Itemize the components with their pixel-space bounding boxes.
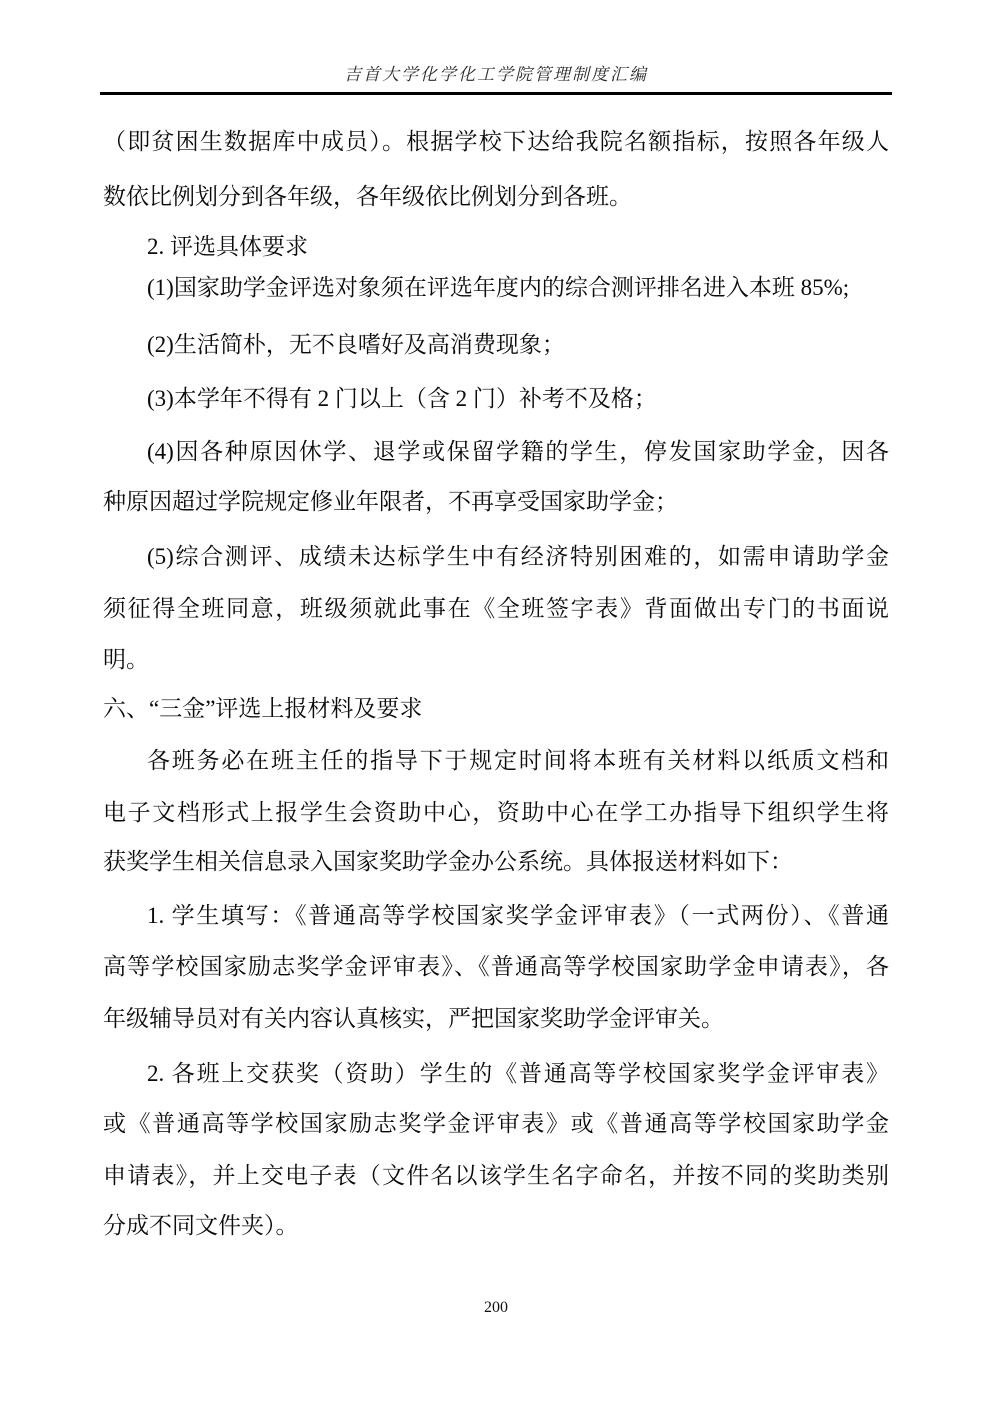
- body-line: (4)因各种原因休学、退学或保留学籍的学生，停发国家助学金，因各: [147, 439, 889, 464]
- page-header: [0, 62, 992, 88]
- body-line: 明。: [103, 647, 149, 672]
- body-line: 种原因超过学院规定修业年限者，不再享受国家助学金；: [103, 489, 678, 514]
- body-line: (1)国家助学金评选对象须在评选年度内的综合测评排名进入本班 85%;: [147, 275, 850, 300]
- header-rule: [100, 92, 892, 95]
- body-line: （即贫困生数据库中成员）。根据学校下达给我院名额指标，按照各年级人: [103, 129, 889, 154]
- body-line: 申请表》，并上交电子表（文件名以该学生名字命名，并按不同的奖助类别: [103, 1163, 889, 1188]
- section-heading-6: 六、“三金”评选上报材料及要求: [103, 696, 423, 721]
- body-line: 1. 学生填写：《普通高等学校国家奖学金评审表》（一式两份）、《普通: [147, 903, 889, 928]
- header-title: 吉首大学化学化工学院管理制度汇编: [344, 65, 648, 84]
- body-line: 各班务必在班主任的指导下于规定时间将本班有关材料以纸质文档和: [147, 748, 889, 773]
- body-line: 高等学校国家励志奖学金评审表》、《普通高等学校国家助学金申请表》，各: [103, 954, 889, 979]
- page-number: 200: [484, 1299, 508, 1316]
- body-line: 数依比例划分到各年级，各年级依比例划分到各班。: [103, 184, 632, 209]
- body-line: 或《普通高等学校国家励志奖学金评审表》或《普通高等学校国家助学金: [103, 1111, 889, 1136]
- body-line: 分成不同文件夹）。: [103, 1213, 299, 1238]
- page-footer: [0, 1296, 992, 1320]
- list-heading-2: 2. 评选具体要求: [147, 234, 308, 259]
- body-line: 须征得全班同意，班级须就此事在《全班签字表》背面做出专门的书面说: [103, 596, 889, 621]
- body-line: (3)本学年不得有 2 门以上（含 2 门）补考不及格；: [147, 386, 657, 411]
- body-line: 年级辅导员对有关内容认真核实，严把国家奖助学金评审关。: [103, 1006, 724, 1031]
- body-line: 获奖学生相关信息录入国家奖助学金办公系统。具体报送材料如下：: [103, 849, 793, 874]
- body-line: 电子文档形式上报学生会资助中心，资助中心在学工办指导下组织学生将: [103, 800, 889, 825]
- body-line: (5)综合测评、成绩未达标学生中有经济特别困难的，如需申请助学金: [147, 544, 889, 569]
- body-line: 2. 各班上交获奖（资助）学生的《普通高等学校国家奖学金评审表》: [147, 1061, 889, 1086]
- body-line: (2)生活简朴，无不良嗜好及高消费现象；: [147, 332, 565, 357]
